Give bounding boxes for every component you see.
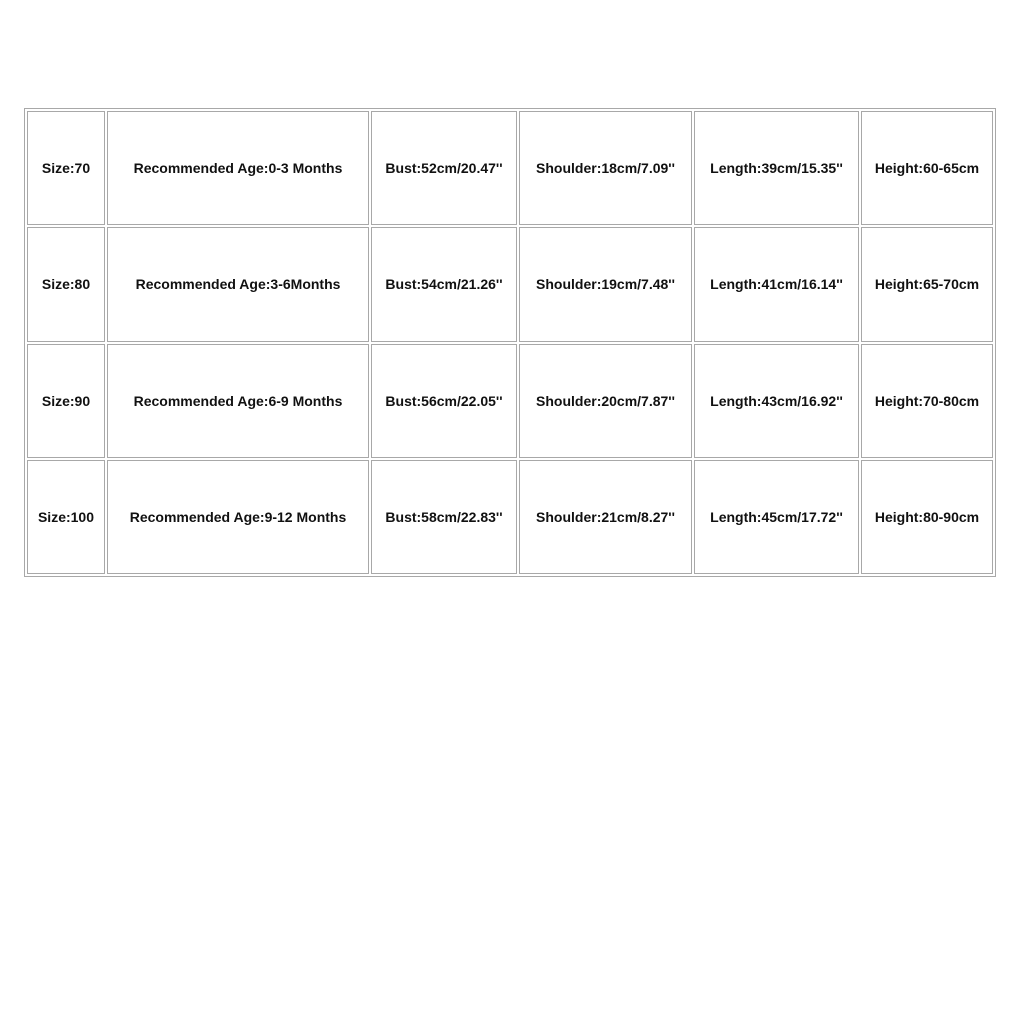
height-cell: Height:70-80cm	[861, 344, 993, 458]
size-cell: Size:90	[27, 344, 105, 458]
size-cell: Size:70	[27, 111, 105, 225]
table-row	[27, 460, 993, 574]
length-cell: Length:45cm/17.72''	[694, 460, 859, 574]
age-cell: Recommended Age:6-9 Months	[107, 344, 369, 458]
table-row	[27, 227, 993, 341]
height-cell: Height:60-65cm	[861, 111, 993, 225]
height-cell: Height:65-70cm	[861, 227, 993, 341]
size-cell: Size:100	[27, 460, 105, 574]
length-cell: Length:39cm/15.35''	[694, 111, 859, 225]
height-cell: Height:80-90cm	[861, 460, 993, 574]
shoulder-cell: Shoulder:19cm/7.48''	[519, 227, 692, 341]
bust-cell: Bust:56cm/22.05''	[371, 344, 517, 458]
length-cell: Length:43cm/16.92''	[694, 344, 859, 458]
bust-cell: Bust:58cm/22.83''	[371, 460, 517, 574]
bust-cell: Bust:54cm/21.26''	[371, 227, 517, 341]
size-cell: Size:80	[27, 227, 105, 341]
shoulder-cell: Shoulder:18cm/7.09''	[519, 111, 692, 225]
size-chart-table	[24, 108, 996, 577]
age-cell: Recommended Age:3-6Months	[107, 227, 369, 341]
shoulder-cell: Shoulder:21cm/8.27''	[519, 460, 692, 574]
shoulder-cell: Shoulder:20cm/7.87''	[519, 344, 692, 458]
age-cell: Recommended Age:0-3 Months	[107, 111, 369, 225]
table-row	[27, 344, 993, 458]
age-cell: Recommended Age:9-12 Months	[107, 460, 369, 574]
length-cell: Length:41cm/16.14''	[694, 227, 859, 341]
table-row	[27, 111, 993, 225]
bust-cell: Bust:52cm/20.47''	[371, 111, 517, 225]
